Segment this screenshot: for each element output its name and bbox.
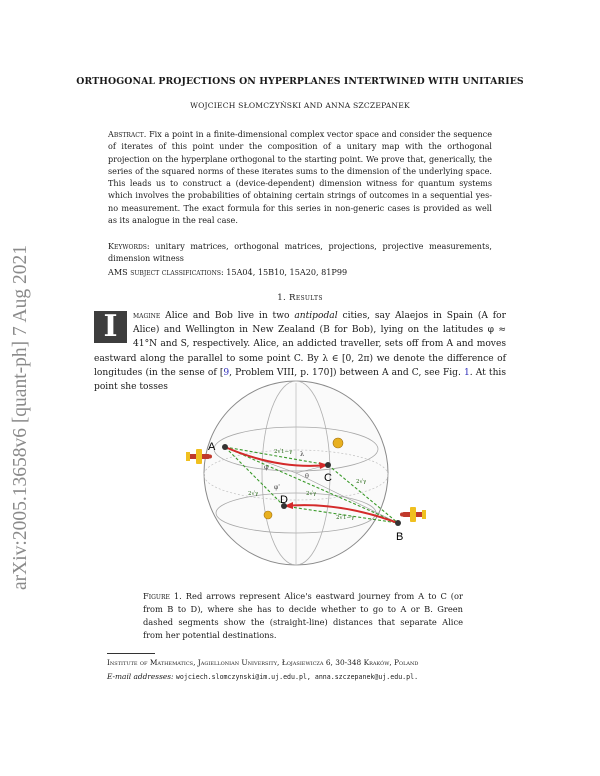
airplane-icon-bob [400, 507, 426, 522]
intro-text-4: . At this point she tosses [94, 367, 507, 393]
label-lambda: λ [300, 450, 305, 458]
intro-emphasis: antipodal [294, 311, 338, 321]
figure-ref-link[interactable]: 1 [463, 367, 470, 378]
abstract [108, 128, 492, 226]
email-list[interactable]: wojciech.slomczynski@im.uj.edu.pl, anna.szczepanek@uj.edu.pl. [175, 673, 419, 681]
dropcap-initial: I [94, 311, 127, 343]
keywords [108, 240, 492, 265]
segment-label: 2√γ [356, 479, 367, 485]
intro-text-2: cities, say Alaejos in Spain (A for Alice) and Wellington in New Zealand (B for Bob), lying on the latitudes φ ≈ 41°N and S, respectively. Alice, an addicted traveller, sets off from A and moves eastward along the parallel to some point C. By λ ∈ [0, 2π) we denote the difference of longitudes (in the sense of [ [94, 311, 506, 378]
footnote-rule [107, 653, 155, 654]
abstract-label: Abstract. [108, 129, 147, 139]
citation-link[interactable]: 9 [223, 367, 230, 378]
point-a [222, 444, 228, 450]
label-phi: φ [264, 463, 269, 471]
point-b [395, 520, 401, 526]
caption-text: Red arrows represent Alice's eastward journey from A to C (or from B to D), where she has to decide whether to go to A or B. Green dashed segments show the (straight-line) distances that separate Alice from her potential destinations. [143, 591, 463, 640]
paper-title: ORTHOGONAL PROJECTIONS ON HYPERPLANES INTERTWINED WITH UNITARIES [76, 76, 524, 87]
label-b: B [396, 531, 404, 543]
ams-classification [108, 266, 492, 278]
segment-label: 2√1−γ [274, 449, 293, 455]
intro-smallcaps: magine [133, 311, 161, 321]
arxiv-identifier: arXiv:2005.13658v6 [quant-ph] 7 Aug 2021 [10, 244, 31, 590]
intro-text-3: , Problem VIII, p. 170]) between A and C, see Fig. [229, 367, 464, 378]
segment-label: 2√1−γ [336, 515, 355, 521]
label-d: D [280, 494, 288, 506]
email-label: E-mail addresses: [107, 672, 174, 681]
paper-authors: WOJCIECH SŁOMCZYŃSKI AND ANNA SZCZEPANEK [190, 101, 410, 110]
caption-label: Figure 1. [143, 591, 182, 601]
segment-label: 2√γ [248, 491, 259, 497]
point-c [325, 462, 331, 468]
ams-text: 15A04, 15B10, 15A20, 81P99 [226, 267, 348, 277]
coin-icon [333, 438, 343, 448]
keywords-text: unitary matrices, orthogonal matrices, projections, projective measurements, dimension witness [108, 241, 492, 264]
label-a: A [208, 441, 216, 453]
email-addresses [107, 672, 547, 681]
intro-text-1: Alice and Bob live in two [160, 311, 295, 321]
arxiv-stamp [4, 180, 34, 600]
figure-caption [143, 590, 463, 642]
label-theta: θ [305, 472, 309, 480]
institute-affiliation: Institute of Mathematics, Jagiellonian University, Łojasiewicza 6, 30-348 Kraków, Poland [107, 658, 419, 667]
abstract-text: Fix a point in a finite-dimensional complex vector space and consider the sequence of iterates of this point under the composition of a unitary map with the orthogonal projection on the hyperplane orthogonal to the starting point. We prove that, generically, the series of the squared norms of these iterates sums to the dimension of the underlying space. This leads us to construct a (device-dependent) dimension witness for quantum systems which involves the probabilities of obtaining certain strings of outcomes in a sequential yes-no measurement. The exact formula for this series in non-generic cases is provided as well as its analogue in the real case. [108, 129, 492, 226]
keywords-label: Keywords: [108, 241, 150, 251]
coin-icon [264, 511, 272, 519]
segment-label: 2√γ [306, 491, 317, 497]
section-heading: 1. Results [277, 293, 323, 303]
ams-label: AMS subject classifications: [108, 267, 224, 277]
label-phi-prime: φ' [274, 484, 280, 491]
label-c: C [324, 472, 332, 484]
figure-sphere [168, 365, 428, 580]
